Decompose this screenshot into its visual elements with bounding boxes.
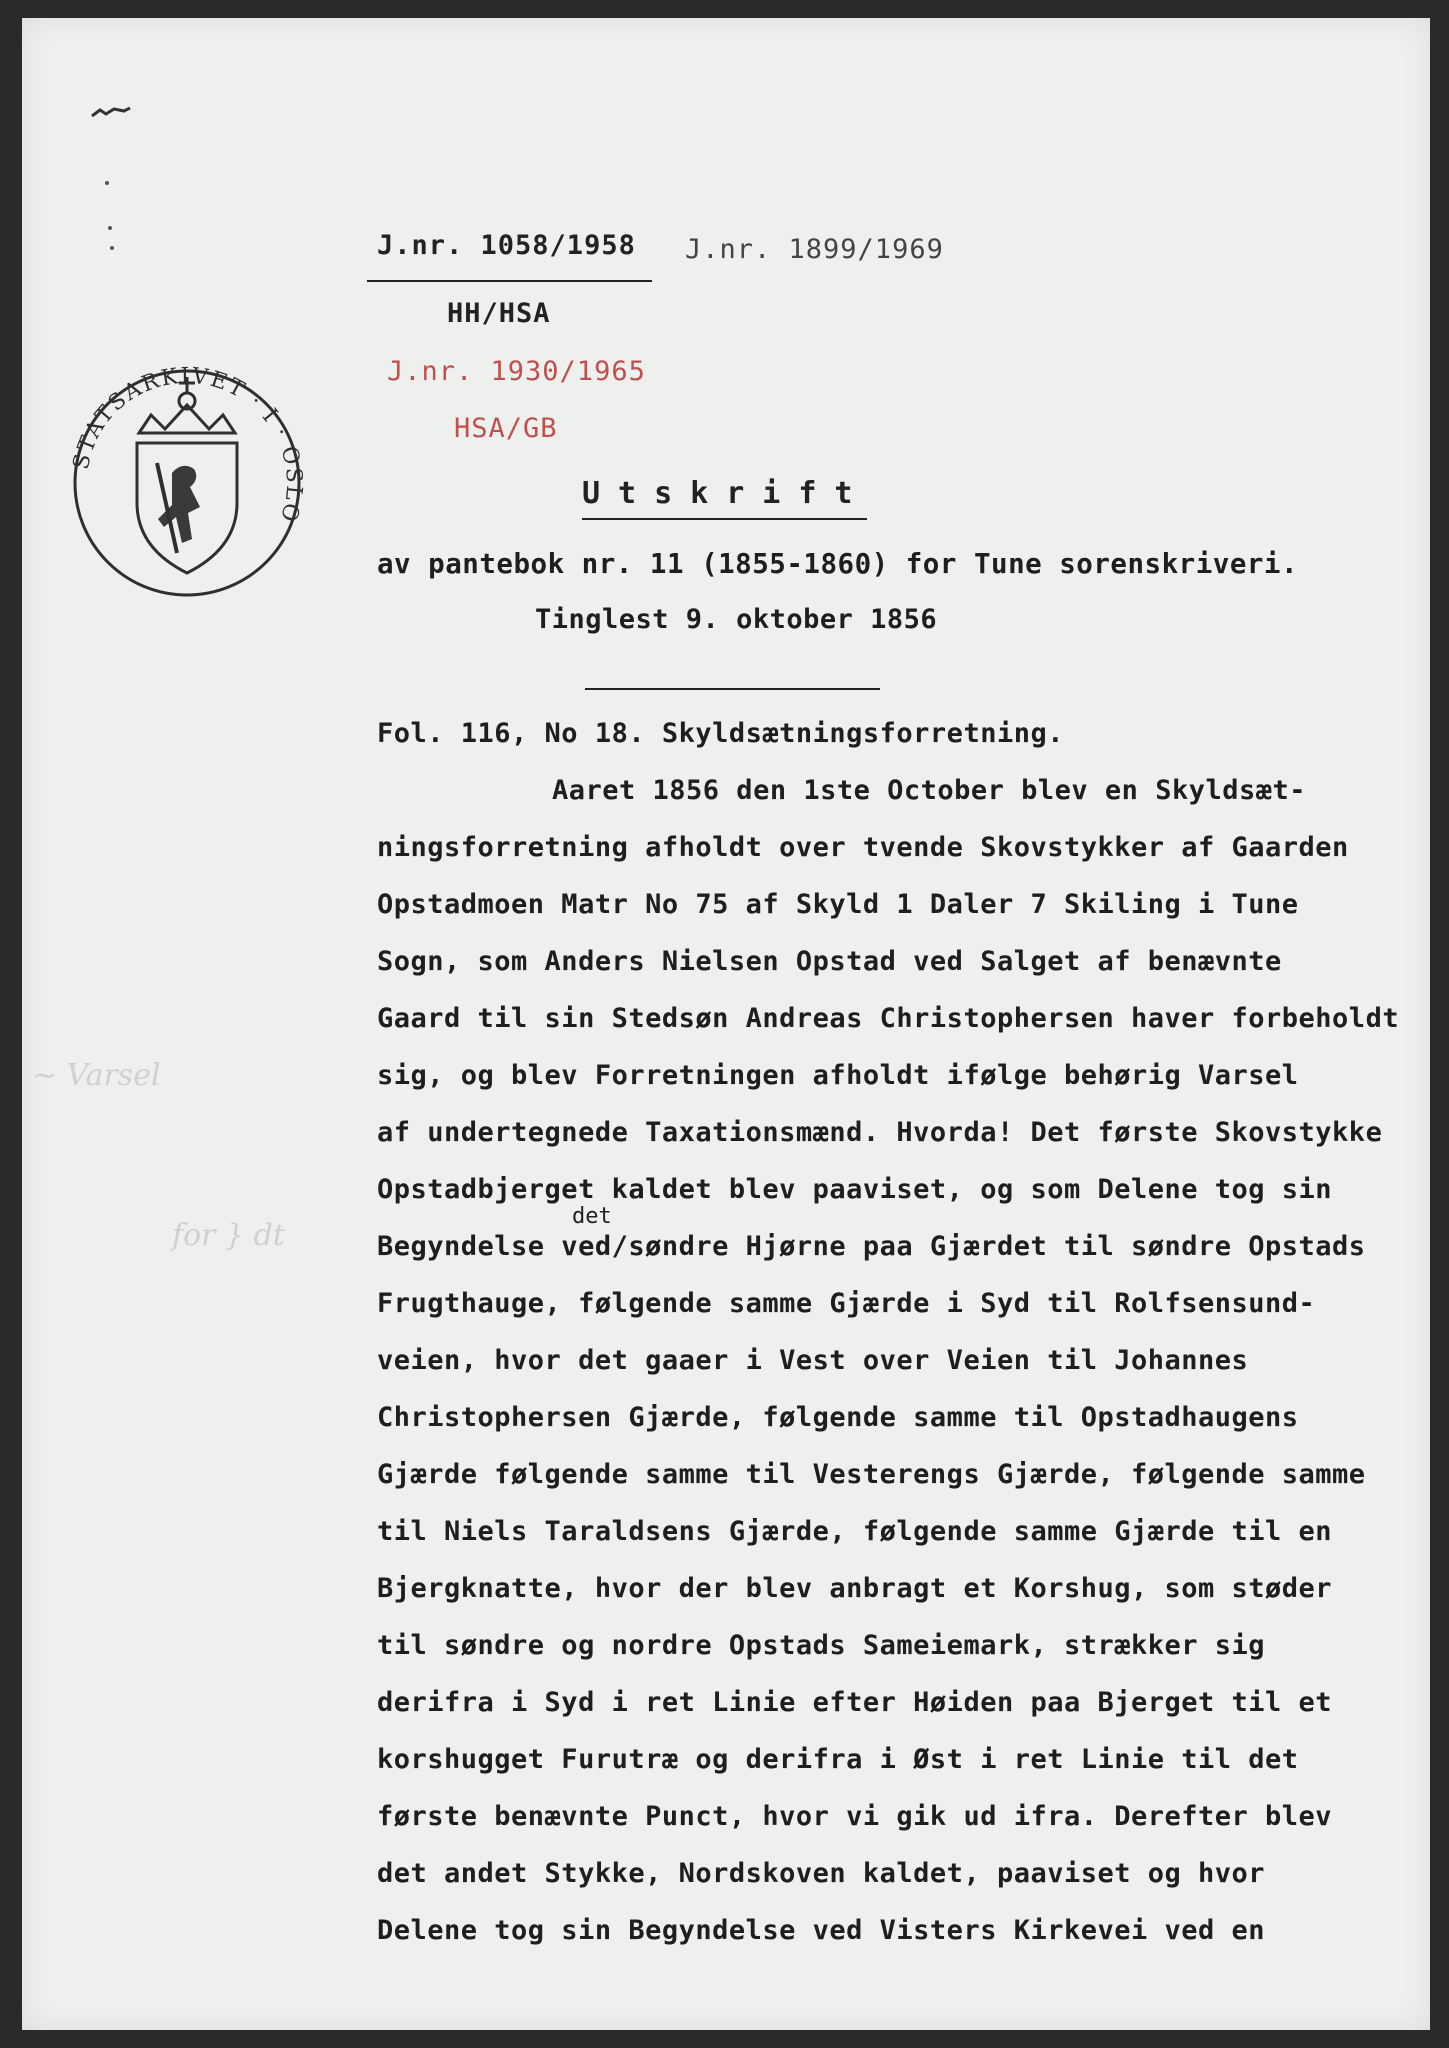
journal-number-2: J.nr. 1899/1969 xyxy=(685,234,944,265)
seal-inscription: STATSARKIVET · I · OSLO xyxy=(68,363,307,527)
text-line: korshugget Furutræ og derifra i Øst i ret Linie til det xyxy=(377,1744,1299,1775)
text-line: Begyndelse ved/søndre Hjørne paa Gjærdet til søndre Opstads xyxy=(377,1231,1366,1262)
text-line: Aaret 1856 den 1ste October blev en Skyldsæt- xyxy=(552,775,1306,806)
text-line: Christophersen Gjærde, følgende samme til Opstadhaugens xyxy=(377,1402,1299,1433)
journal-number-1: J.nr. 1058/1958 xyxy=(377,230,636,261)
margin-specks xyxy=(62,88,172,262)
interlinear-insertion: det xyxy=(572,1204,612,1229)
text-line: Gjærde følgende samme til Vesterengs Gjærde, følgende samme xyxy=(377,1459,1366,1490)
initials-2-stamp: HSA/GB xyxy=(454,413,558,444)
document-page xyxy=(22,18,1430,2030)
text-line: Sogn, som Anders Nielsen Opstad ved Salget af benævnte xyxy=(377,946,1282,977)
text-line: af undertegnede Taxationsmænd. Hvorda! Det første Skovstykke xyxy=(377,1117,1383,1148)
text-line: Opstadbjerget kaldet blev paaviset, og som Delene tog sin xyxy=(377,1174,1333,1205)
registration-date: Tinglest 9. oktober 1856 xyxy=(535,604,938,635)
text-line: Gaard til sin Stedsøn Andreas Christophersen haver forbeholdt xyxy=(377,1003,1400,1034)
text-line: Opstadmoen Matr No 75 af Skyld 1 Daler 7 Skiling i Tune xyxy=(377,889,1299,920)
text-line: Bjergknatte, hvor der blev anbragt et Korshug, som støder xyxy=(377,1573,1333,1604)
faint-bleedthrough-note: ~ Varsel xyxy=(32,1058,161,1093)
initials-1: HH/HSA xyxy=(447,298,551,329)
text-line: Fol. 116, No 18. Skyldsætningsforretning. xyxy=(377,718,1064,749)
text-line: første benævnte Punct, hvor vi gik ud ifra. Derefter blev xyxy=(377,1801,1333,1832)
header-underline xyxy=(367,280,652,282)
text-line: det andet Stykke, Nordskoven kaldet, paaviset og hvor xyxy=(377,1858,1266,1889)
text-line: veien, hvor det gaaer i Vest over Veien til Johannes xyxy=(377,1345,1249,1376)
text-line: sig, og blev Forretningen afholdt ifølge behørig Varsel xyxy=(377,1060,1299,1091)
text-line: Delene tog sin Begyndelse ved Visters Kirkevei ved en xyxy=(377,1915,1266,1946)
document-title: Utskrift xyxy=(582,476,871,511)
journal-number-3-stamp: J.nr. 1930/1965 xyxy=(387,356,646,387)
text-line: derifra i Syd i ret Linie efter Høiden paa Bjerget til et xyxy=(377,1687,1333,1718)
text-line: ningsforretning afholdt over tvende Skovstykker af Gaarden xyxy=(377,832,1349,863)
archive-seal xyxy=(67,363,307,607)
faint-bleedthrough-note: for } dt xyxy=(172,1218,285,1253)
text-line: til Niels Taraldsens Gjærde, følgende samme Gjærde til en xyxy=(377,1516,1333,1547)
text-line: Frugthauge, følgende samme Gjærde i Syd til Rolfsensund- xyxy=(377,1288,1316,1319)
title-underline xyxy=(582,518,867,520)
text-line: til søndre og nordre Opstads Sameiemark, strækker sig xyxy=(377,1630,1266,1661)
section-divider xyxy=(585,688,880,690)
subtitle: av pantebok nr. 11 (1855-1860) for Tune sorenskriveri. xyxy=(377,548,1299,580)
